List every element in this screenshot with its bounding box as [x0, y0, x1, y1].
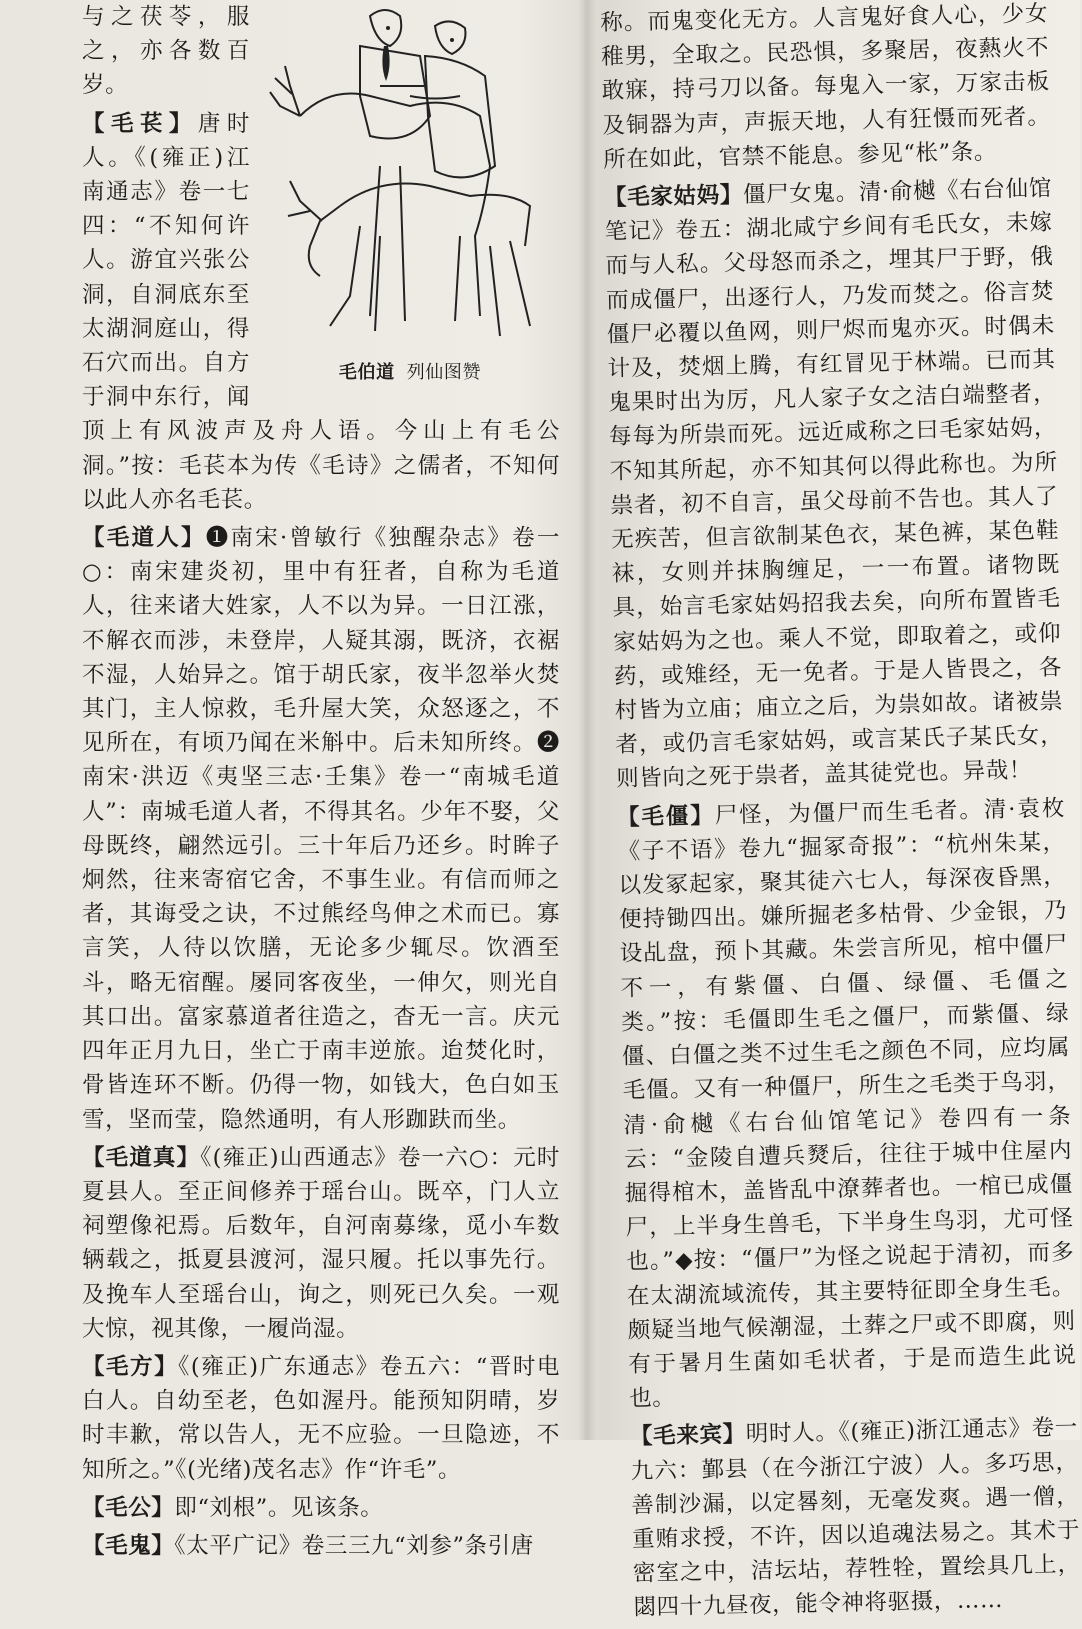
- illustration-mao-bodao-deer-riders-icon: [260, 0, 560, 356]
- entry-mao-gui: 【毛鬼】《太平广记》卷三三九“刘参”条引唐: [82, 1532, 534, 1559]
- entry-mao-gong: 【毛公】即“刘根”。见该条。: [82, 1494, 384, 1521]
- headword: 【毛苌】: [82, 110, 198, 137]
- headword: 【毛僵】: [616, 802, 716, 831]
- entry-mao-daoren: 【毛道人】❶南宋·曾敏行《独醒杂志》卷一○：南宋建炎初，里中有狂者，自称为毛道人，往来诸大姓家，人不以为异。一日江涨，不解衣而涉，未登岸，人疑其溺，既济，衣裾不湿，人始异之。馆于胡氏家，夜半忽举火焚其门，主人惊救，毛升屋大笑，众怒逐之，不见所在，有顷乃闻在米斛中。后未知所终。❷南宋·洪迈《夷坚三志·壬集》卷一“南城毛道人”：南城毛道人者，不得其名。少年不娶，父母既终，翩然远引。三十年后乃还乡。时眸子炯然，往来寄宿它舍，不事生业。有信而师之者，其诲受之诀，不过熊经鸟伸之术而已。寡言笑，人待以饮膳，无论多少辄尽。饮酒至斗，略无宿醒。屡同客夜坐，一伸欠，则光自其口出。富家慕道者往造之，杳无一言。庆元四年正月九日，坐亡于南丰逆旅。迨焚化时，骨皆连环不断。仍得一物，如钱大，色白如玉雪，坚而莹，隐然通明，有人形跏趺而坐。: [82, 525, 560, 1133]
- headword: 【毛方】: [82, 1353, 179, 1380]
- headword: 【毛公】: [82, 1494, 175, 1521]
- illustration: [260, 0, 560, 396]
- headword: 【毛来宾】: [629, 1421, 747, 1451]
- entry-mao-laibin: 【毛来宾】明时人。《(雍正)浙江通志》卷一九六：鄞县（在今浙江宁波）人。多巧思，善制沙漏，以定晷刻，无毫发爽。遇一僧，重贿求授，不许，因以追魂法易之。其术于密室之中，洁坛坫，荐牲牷，置绘具几上，閟四十九昼夜，能令神将驱摄，……: [629, 1414, 1082, 1621]
- entry-mao-jiang: 【毛僵】尸怪，为僵尸而生毛者。清·袁枚《子不语》卷九“掘冢奇报”：“杭州朱某，以发冢起家，聚其徒六七人，每深夜昏黑，便持锄四出。嫌所掘老多枯骨、少金银，乃设乩盘，预卜其藏。朱尝言所见，棺中僵尸不一，有紫僵、白僵、绿僵、毛僵之类。”按：毛僵即生毛之僵尸，而紫僵、绿僵、白僵之类不过生毛之颜色不同，应均属毛僵。又有一种僵尸，所生之毛类于鸟羽，清·俞樾《右台仙馆笔记》卷四有一条云：“金陵自遭兵燹后，往往于城中住屋内掘得棺木，盖皆乱中潦葬者也。一棺已成僵尸，上半身生兽毛，下半身生鸟羽，尤可怪也。”◆按：“僵尸”为怪之说起于清初，而多在太湖流域流传，其主要特征即全身生毛。颇疑当地气候潮湿，土葬之尸或不即腐，则有于暑月生菌如毛状者，于是而造生此说也。: [616, 795, 1077, 1412]
- left-column: [82, 0, 560, 1567]
- illustration-caption: [260, 360, 560, 386]
- entry-mao-gui-continued: 称。而鬼变化无方。人言鬼好食人心，少女稚男，全取之。民恐惧，多聚居，夜爇火不敢寐，持弓刀以备。每鬼入一家，万家击板及铜器为声，声振天地，人有狂慑而死者。所在如此，官禁不能息。参见“枨”条。: [600, 0, 1051, 173]
- entry-intro: 与之茯苓，服之，亦各数百岁。: [82, 4, 250, 99]
- headword: 【毛道人】: [82, 525, 206, 552]
- headword: 【毛道真】: [82, 1144, 201, 1171]
- page-gutter: [578, 0, 596, 1440]
- caption-name: 毛伯道: [338, 362, 395, 383]
- caption-source: 列仙图赞: [406, 362, 482, 383]
- headword: 【毛家姑妈】: [603, 182, 744, 211]
- entry-mao-jia-gu-ma: 【毛家姑妈】僵尸女鬼。清·俞樾《右台仙馆笔记》卷五：湖北咸宁乡间有毛氏女，未嫁而与人私。父母怒而杀之，埋其尸于野，俄而成僵尸，出逐行人，乃发而焚之。俗言焚僵尸必覆以鱼网，则尸烬而鬼亦灭。时偶未计及，焚烟上腾，有红冒见于林端。已而其鬼果时出为厉，凡人家子女之洁白端整者，每每为所祟而死。远近咸称之曰毛家姑妈，不知其所起，亦不知其何以得此称也。为所祟者，初不自言，虽父母前不告也。其人了无疾苦，但言欲制某色衣，某色裤，某色鞋袜，女则并抹胸缠足，一一布置。诸物既具，始言毛家姑妈招我去矣，向所布置皆毛家姑妈为之也。乘人不觉，即取着之，或仰药，或雉经，无一免者。于是人皆畏之，各村皆为立庙；庙立之后，为祟如故。诸被祟者，或仍言毛家姑妈，或言某氏子某氏女，则皆向之死于祟者，盖其徒党也。异哉！: [603, 175, 1064, 793]
- entry-mao-fang: 【毛方】《(雍正)广东通志》卷五六：“晋时电白人。自幼至老，色如渥丹。能预知阴晴，岁时丰歉，常以告人，无不应验。一旦隐迹，不知所之。”《(光绪)茂名志》作“许毛”。: [82, 1353, 561, 1483]
- right-column: [600, 0, 1082, 1629]
- headword: 【毛鬼】: [82, 1532, 175, 1559]
- entry-mao-daozhen: 【毛道真】《(雍正)山西通志》卷一六○：元时夏县人。至正间修养于瑶台山。既卒，门人立祠塑像祀焉。后数年，自河南募缘，觅小车数辆载之，抵夏县渡河，湿只履。托以事先行。及挽车人至瑶台山，询之，则死已久矣。一观大惊，视其像，一履尚湿。: [82, 1144, 560, 1342]
- entry-mao-chang: 【毛苌】唐时人。《(雍正)江南通志》卷一七四：“不知何许人。游宜兴张公洞，自洞底东至太湖洞庭山，得石穴而出。自方于洞中东行，闻顶上有风波声及舟人语。今山上有毛公洞。”按：毛苌本为传《毛诗》之儒者，不知何以此人亦名毛苌。: [82, 110, 560, 513]
